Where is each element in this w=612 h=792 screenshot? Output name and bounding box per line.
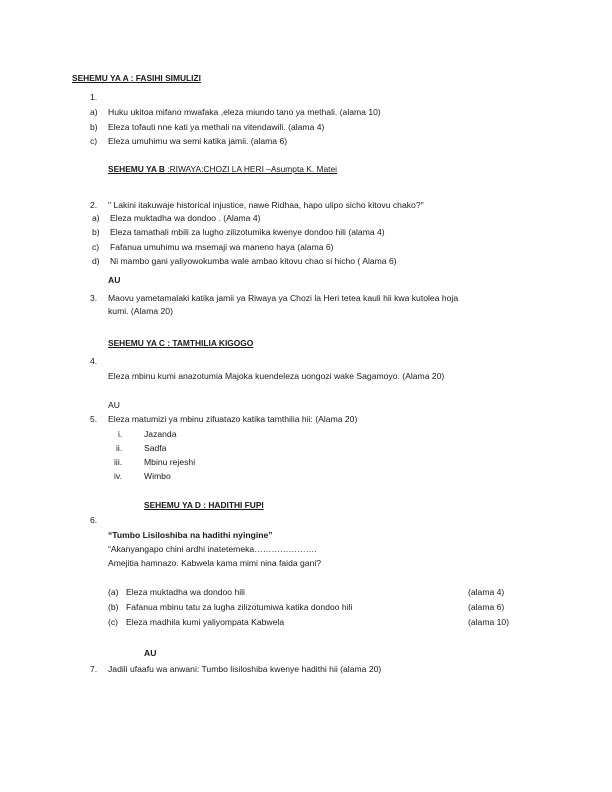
- section-a-heading: SEHEMU YA A : FASIHI SIMULIZI: [72, 73, 201, 83]
- q6-item-c-label: (c): [108, 617, 119, 627]
- question-number-3: 3.: [90, 293, 98, 303]
- q5-item-ii-text: Sadfa: [144, 443, 167, 453]
- q2-item-c-label: c): [92, 242, 100, 252]
- q6-item-b-text: Fafanua mbinu tatu za lugha zilizotumiwa katika dondoo hili: [126, 602, 353, 612]
- q1-item-b-text: Eleza tofauti nne kati ya methali na vitendawili. (alama 4): [108, 122, 325, 132]
- section-b-heading: [108, 164, 337, 175]
- section-b-heading-rest: :RIWAYA:CHOZI LA HERI –Asumpta K. Matei: [164, 164, 337, 174]
- q5-item-iii-label: iii.: [114, 457, 123, 467]
- q2-item-d-text: Ni mambo gani yaliyowokumba wale ambao kitovu chao si hicho ( Alama 6): [110, 256, 397, 266]
- q1-item-b-label: b): [90, 122, 98, 132]
- q7-text: Jadili ufaafu wa anwani: Tumbo lisiloshiba kwenye hadithi hii (alama 20): [108, 664, 382, 674]
- q6-item-a-marks: (alama 4): [468, 587, 505, 597]
- q6-item-c-marks: (alama 10): [468, 617, 510, 627]
- or-divider-1: AU: [108, 275, 121, 285]
- q3-text-line2: kumi. (Alama 20): [108, 306, 173, 316]
- q2-item-d-label: d): [92, 256, 100, 266]
- section-c-heading: SEHEMU YA C : TAMTHILIA KIGOGO: [108, 338, 254, 348]
- q1-item-a-text: Huku ukitoa mifano mwafaka ,eleza miundo tano ya methali. (alama 10): [108, 107, 381, 117]
- q5-item-i-label: i.: [118, 429, 123, 439]
- q2-item-b-text: Eleza tamathali mbili za lugho zilizotumika kwenye dondoo hili (alama 4): [110, 227, 385, 237]
- q2-item-b-label: b): [92, 227, 100, 237]
- or-divider-2: AU: [108, 400, 120, 410]
- question-number-2: 2.: [90, 200, 98, 210]
- q6-item-a-text: Eleza muktadha wa dondoo hili: [126, 587, 245, 597]
- q5-item-iii-text: Mbinu rejeshi: [144, 457, 196, 467]
- q1-item-c-label: c): [90, 136, 98, 146]
- question-number-5: 5.: [90, 414, 98, 424]
- q5-item-ii-label: ii.: [116, 443, 123, 453]
- q5-item-iv-text: Wimbo: [144, 471, 171, 481]
- question-number-1: 1.: [90, 92, 98, 102]
- question-number-4: 4.: [90, 356, 98, 366]
- q6-quote-line1: “Akanyangapo chini ardhi inatetemeka………………….: [108, 544, 317, 554]
- q6-item-b-marks: (alama 6): [468, 602, 505, 612]
- q6-item-a-label: (a): [108, 587, 119, 597]
- q5-item-i-text: Jazanda: [144, 429, 177, 439]
- q1-item-c-text: Eleza umuhimu wa semi katika jamii. (alama 6): [108, 136, 288, 146]
- question-number-6: 6.: [90, 515, 98, 525]
- section-b-heading-prefix: SEHEMU YA B: [108, 164, 165, 174]
- q2-item-c-text: Fafanua umuhimu wa msemaji wa maneno haya (alama 6): [110, 242, 334, 252]
- or-divider-3: AU: [144, 648, 157, 658]
- section-d-heading: SEHEMU YA D : HADITHI FUPI: [144, 500, 264, 510]
- story-title: “Tumbo Lisiloshiba na hadithi nyingine”: [108, 530, 273, 540]
- q6-item-b-label: (b): [108, 602, 119, 612]
- q1-item-a-label: a): [90, 107, 98, 117]
- q4-text: Eleza mbinu kumi anazotumia Majoka kuendeleza uongozi wake Sagamoyo. (Alama 20): [108, 371, 445, 381]
- q6-quote-line2: Amejitia hamnazo. Kabwela kama mimi nina faida gani?: [108, 558, 322, 568]
- q5-item-iv-label: iv.: [114, 471, 122, 481]
- q3-text-line1: Maovu yametamalaki katika jamii ya Riwaya ya Chozi la Heri tetea kauli hii kwa kutolea hoja: [108, 293, 459, 303]
- q5-text: Eleza matumizi ya mbinu zifuatazo katika tamthilia hii: (Alama 20): [108, 414, 358, 424]
- q2-quote: " Lakini itakuwaje historical injustice, nawe Ridhaa, hapo ulipo sicho kitovu chako?": [108, 200, 424, 210]
- question-number-7: 7.: [90, 664, 98, 674]
- q6-item-c-text: Eleza madhila kumi yaliyompata Kabwela: [126, 617, 285, 627]
- q2-item-a-label: a): [92, 213, 100, 223]
- q2-item-a-text: Eleza muktadha wa dondoo . (Alama 4): [110, 213, 261, 223]
